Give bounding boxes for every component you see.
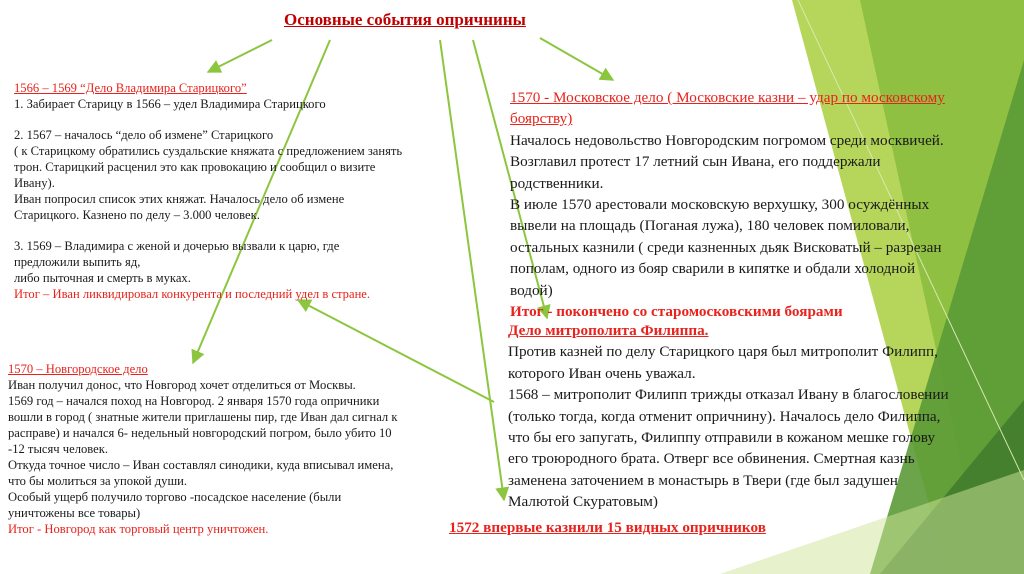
moscow-text: Началось недовольство Новгородским погромом среди москвичей. bbox=[510, 131, 944, 149]
moscow-text: В июле 1570 арестовали московскую верхушку, 300 осуждённых bbox=[510, 196, 930, 214]
philipp-heading: Дело митрополита Филиппа. bbox=[508, 322, 709, 339]
philipp-text: (только тогда, когда отменит опричнину). Началось дело Филиппа, bbox=[508, 407, 941, 425]
novgorod-text: Откуда точное число – Иван составлял синодики, куда вписывал имена, bbox=[8, 458, 394, 472]
staritsky-item-3-text: – Владимира с женой и дочерью вызвали к царю, где bbox=[51, 239, 340, 253]
novgorod-text: -12 тысяч человек. bbox=[8, 442, 108, 456]
moscow-text: Возглавил протест 17 летний сын Ивана, его поддержали bbox=[510, 153, 881, 171]
philipp-text: что бы его запугать, Филиппу отправили в кожаном мешке голову bbox=[508, 429, 936, 447]
staritsky-item-2-title: 2. 1567 bbox=[14, 128, 52, 142]
staritsky-item-3-text: предложили выпить яд, bbox=[14, 255, 141, 269]
staritsky-item-3-title: 3. 1569 bbox=[14, 239, 52, 253]
novgorod-result: Итог - Новгород как торговый центр уничтожен. bbox=[8, 522, 269, 536]
novgorod-text: что бы молиться за упокой души. bbox=[8, 474, 188, 488]
arrow-to-moscow bbox=[540, 38, 613, 80]
moscow-text: родственники. bbox=[510, 174, 604, 192]
staritsky-result: Итог – Иван ликвидировал конкурента и последний удел в стране. bbox=[14, 287, 371, 301]
philipp-text: которого Иван очень уважал. bbox=[508, 364, 696, 382]
page-title: Основные события опричнины bbox=[284, 10, 526, 29]
novgorod-text: 1569 год – начался поход на Новгород. 2 января 1570 года опричники bbox=[8, 394, 380, 408]
philipp-block bbox=[508, 320, 1008, 513]
staritsky-item-3-line bbox=[14, 238, 484, 254]
philipp-text: Против казней по делу Старицкого царя был митрополит Филипп, bbox=[508, 343, 938, 361]
novgorod-text: уничтожены все товары) bbox=[8, 506, 141, 520]
moscow-heading: 1570 - Московское дело ( Московские казни – удар по московскому bbox=[510, 89, 945, 106]
philipp-text: заменена заточением в монастырь в Твери (где был задушен bbox=[508, 471, 898, 489]
novgorod-text: вошли в город ( знатные жители приглашены пир, где Иван дал сигнал к bbox=[8, 410, 398, 424]
philipp-text: Малютой Скуратовым) bbox=[508, 493, 658, 511]
novgorod-text: Иван получил донос, что Новгород хочет отделиться от Москвы. bbox=[8, 378, 356, 392]
novgorod-text: Особый ущерб получило торгово -посадское население (были bbox=[8, 490, 342, 504]
moscow-block bbox=[510, 87, 1010, 322]
moscow-text: пополам, одного из бояр сварили в кипятке и обдали холодной bbox=[510, 260, 916, 278]
staritsky-item-3-text: либо пыточная и смерть в муках. bbox=[14, 271, 191, 285]
staritsky-item-2-text: трон. Старицкий расценил это как провокацию и сообщил о визите bbox=[14, 160, 376, 174]
moscow-heading: боярству) bbox=[510, 110, 573, 128]
staritsky-item-2-text: ( к Старицкому обратились суздальские княжата с предложением занять bbox=[14, 144, 403, 158]
opричники-execution-note: 1572 впервые казнили 15 видных опричников bbox=[449, 519, 766, 536]
staritsky-item-2-text: – началось “дело об измене” Старицкого bbox=[51, 128, 274, 142]
philipp-text: 1568 – митрополит Филипп трижды отказал Ивану в благословении bbox=[508, 386, 949, 404]
staritsky-item-1: 1. Забирает Старицу в 1566 – удел Владимира Старицкого bbox=[14, 97, 326, 111]
staritsky-item-2-line bbox=[14, 127, 484, 143]
novgorod-heading: 1570 – Новгородское дело bbox=[8, 362, 148, 376]
staritsky-heading: 1566 – 1569 “Дело Владимира Старицкого” bbox=[14, 81, 247, 95]
novgorod-text: расправе) и начался 6- недельный новгородский погром, было убито 10 bbox=[8, 426, 392, 440]
staritsky-item-2-text: Старицкого. Казнено по делу – 3.000 человек. bbox=[14, 208, 260, 222]
staritsky-item-2-text: Иван попросил список этих княжат. Началось дело об измене bbox=[14, 192, 345, 206]
moscow-text: остальных казнили ( среди казненных дьяк Висковатый – разрезан bbox=[510, 238, 942, 256]
arrow-to-staritsky bbox=[208, 40, 272, 72]
moscow-text: водой) bbox=[510, 281, 553, 299]
novgorod-block bbox=[8, 361, 478, 537]
moscow-text: вывели на площадь (Поганая лужа), 180 человек помиловали, bbox=[510, 217, 910, 235]
moscow-result: Итог - покончено со старомосковскими боярами bbox=[510, 303, 843, 321]
staritsky-block bbox=[14, 80, 484, 302]
philipp-text: его троюродного брата. Отверг все обвинения. Смертная казнь bbox=[508, 450, 915, 468]
staritsky-item-2-text: Ивану). bbox=[14, 176, 55, 190]
